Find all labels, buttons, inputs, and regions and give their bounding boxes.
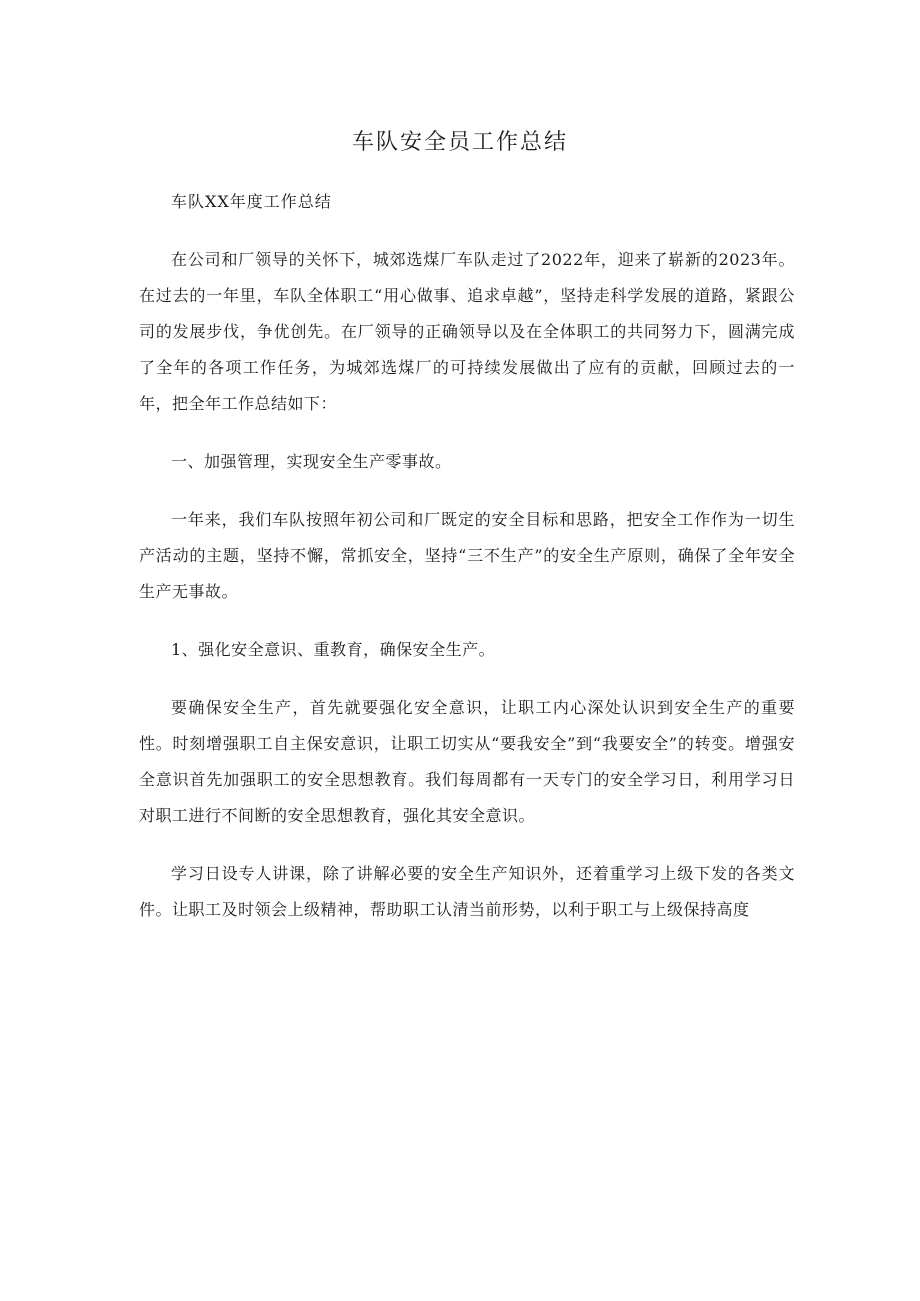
paragraph-section-1: 一年来，我们车队按照年初公司和厂既定的安全目标和思路，把安全工作作为一切生产活动的主题，坚持不懈，常抓安全，坚持“三不生产”的安全生产原则，确保了全年安全生产无事故。 xyxy=(139,510,795,601)
paragraph-subsection-1: 要确保安全生产，首先就要强化安全意识，让职工内心深处认识到安全生产的重要性。时刻增强职工自主保安意识，让职工切实从“要我安全”到“我要安全”的转变。增强安全意识首先加强职工的安全思想教育。我们每周都有一天专门的安全学习日，利用学习日对职工进行不间断的安全思想教育，强化其安全意识。 xyxy=(139,698,795,825)
paragraph-subtitle: 车队XX年度工作总结 xyxy=(171,192,332,211)
subsection-heading-1: 1、强化安全意识、重教育，确保安全生产。 xyxy=(171,640,496,659)
section-heading-1: 一、加强管理，实现安全生产零事故。 xyxy=(171,452,452,471)
paragraph-study-day: 学习日设专人讲课，除了讲解必要的安全生产知识外，还着重学习上级下发的各类文件。让职工及时领会上级精神，帮助职工认清当前形势，以利于职工与上级保持高度 xyxy=(139,864,795,919)
document-title: 车队安全员工作总结 xyxy=(351,130,568,155)
paragraph-intro: 在公司和厂领导的关怀下，城郊选煤厂车队走过了2022年，迎来了崭新的2023年。在过去的一年里，车队全体职工“用心做事、追求卓越”，坚持走科学发展的道路，紧跟公司的发展步伐，争优创先。在厂领导的正确领导以及在全体职工的共同努力下，圆满完成了全年的各项工作任务，为城郊选煤厂的可持续发展做出了应有的贡献，回顾过去的一年，把全年工作总结如下： xyxy=(139,250,795,413)
document-body xyxy=(139,184,795,950)
